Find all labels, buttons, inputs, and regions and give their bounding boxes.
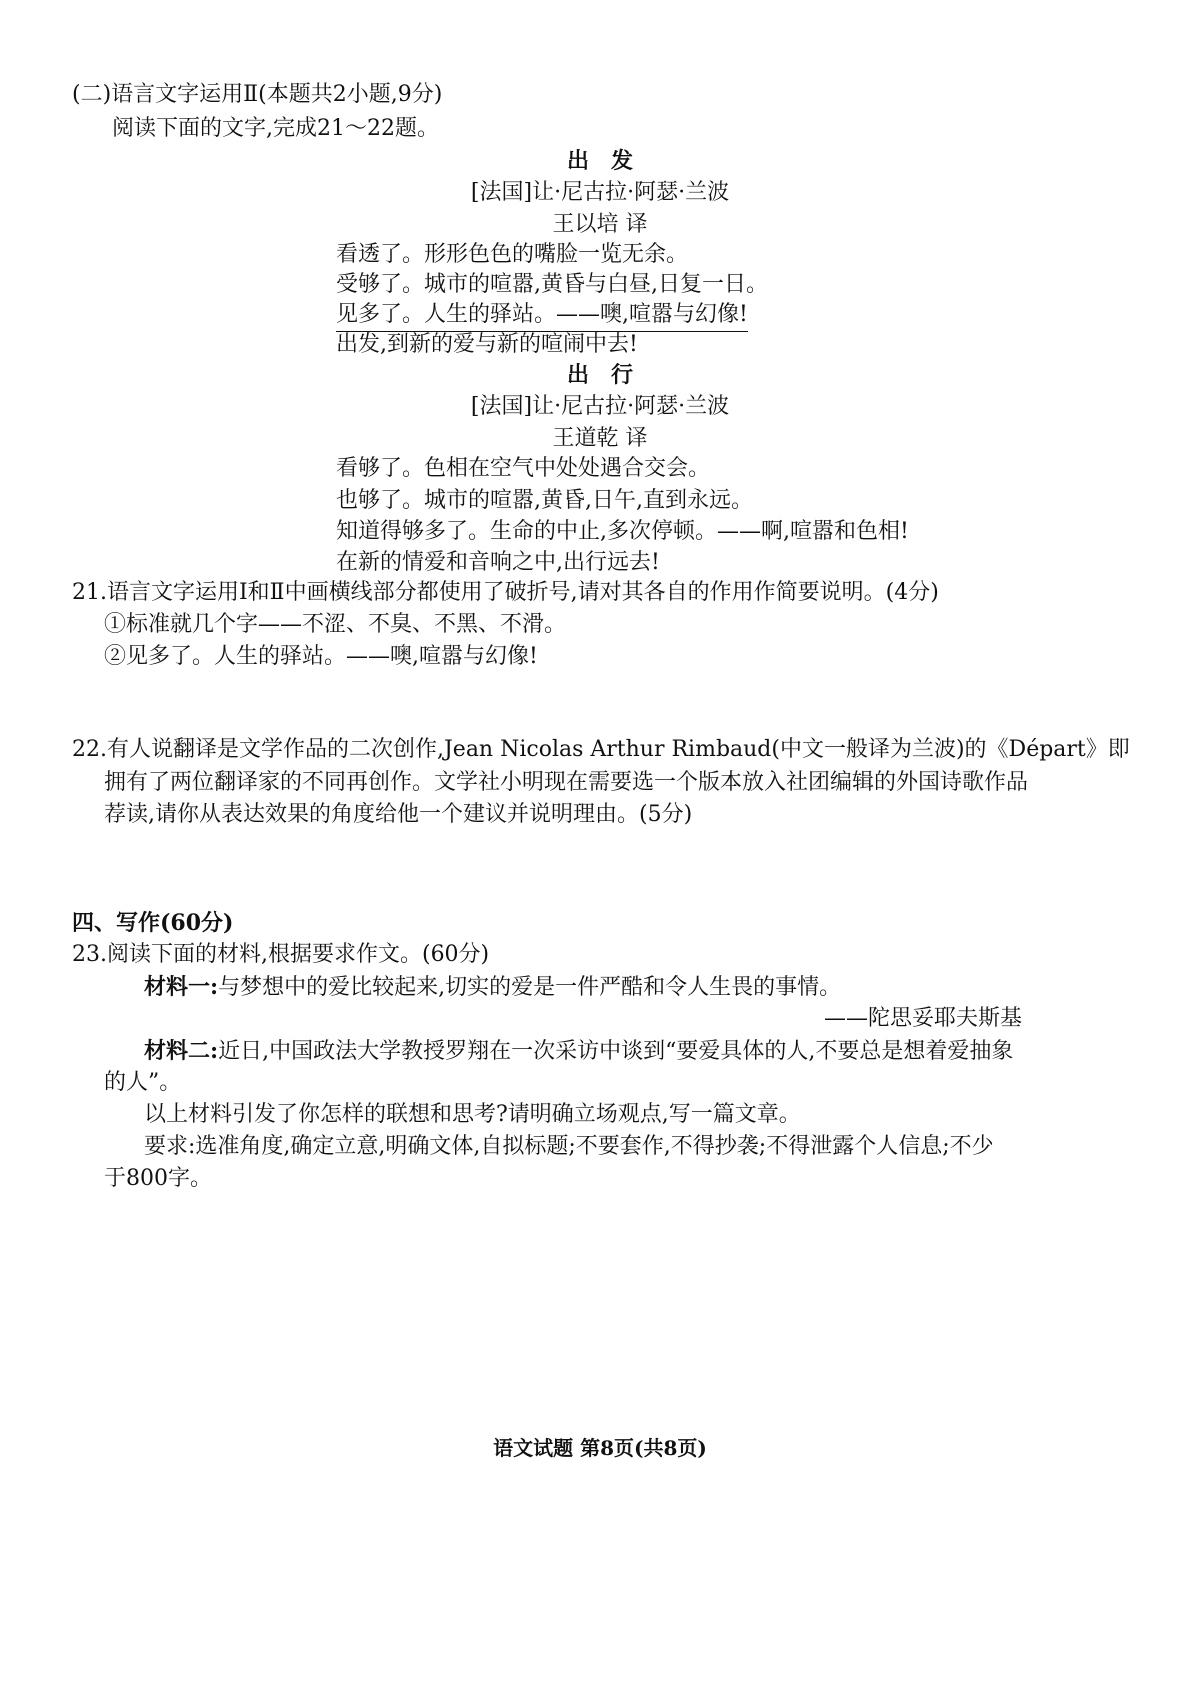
poem2-line-3: 知道得够多了。生命的中止,多次停顿。——啊,喧嚣和色相!	[336, 519, 909, 544]
section4-heading: 四、写作(60分)	[72, 910, 234, 936]
q21-stem: 21.语言文字运用Ⅰ和Ⅱ中画横线部分都使用了破折号,请对其各自的作用作简要说明。(4分)	[72, 580, 939, 605]
poem2-line-1: 看够了。色相在空气中处处遇合交会。	[336, 456, 711, 481]
material-1-label: 材料一:	[144, 974, 219, 1000]
material-2-continued: 的人”。	[104, 1070, 182, 1095]
q23-requirements-1: 要求:选准角度,确定立意,明确文体,自拟标题;不要套作,不得抄袭;不得泄露个人信息;不少	[144, 1134, 994, 1159]
poem1-title: 出 发	[566, 148, 633, 174]
poem1-line-4: 出发,到新的爱与新的喧闹中去!	[336, 332, 638, 357]
poem2-line-4: 在新的情爱和音响之中,出行远去!	[336, 550, 660, 575]
poem2-title: 出 行	[566, 362, 633, 388]
poem2-line-2: 也够了。城市的喧嚣,黄昏,日午,直到永远。	[336, 488, 753, 513]
q22-line-2: 拥有了两位翻译家的不同再创作。文学社小明现在需要选一个版本放入社团编辑的外国诗歌作品	[104, 770, 1029, 795]
q23-prompt: 以上材料引发了你怎样的联想和思考?请明确立场观点,写一篇文章。	[144, 1102, 801, 1127]
section2-intro: 阅读下面的文字,完成21～22题。	[112, 116, 439, 141]
q23-material-1	[144, 972, 841, 1003]
poem2-author: [法国]让·尼古拉·阿瑟·兰波	[470, 394, 730, 419]
poem1-translator: 王以培 译	[552, 212, 648, 237]
q21-item-1: ①标准就几个字——不涩、不臭、不黑、不滑。	[104, 612, 567, 637]
material-2-text: 近日,中国政法大学教授罗翔在一次采访中谈到“要爱具体的人,不要总是想着爱抽象	[218, 1039, 1014, 1064]
poem1-line-2: 受够了。城市的喧嚣,黄昏与白昼,日复一日。	[336, 272, 768, 297]
material-1-text: 与梦想中的爱比较起来,切实的爱是一件严酷和令人生畏的事情。	[218, 975, 842, 1000]
q22-line-1: 22.有人说翻译是文学作品的二次创作,Jean Nicolas Arthur Rimbaud(中文一般译为兰波)的《Départ》即	[72, 737, 1130, 762]
q23-material-2	[144, 1036, 1013, 1067]
q23-requirements-2: 于800字。	[104, 1166, 212, 1191]
q21-item-2: ②见多了。人生的驿站。——噢,喧嚣与幻像!	[104, 644, 538, 669]
q23-stem: 23.阅读下面的材料,根据要求作文。(60分)	[72, 942, 490, 967]
q22-line-3: 荐读,请你从表达效果的角度给他一个建议并说明理由。(5分)	[104, 802, 693, 827]
poem1-line-1: 看透了。形形色色的嘴脸一览无余。	[336, 242, 689, 267]
poem1-line-3-underlined: 见多了。人生的驿站。——噢,喧嚣与幻像!	[336, 300, 748, 332]
section2-heading: (二)语言文字运用Ⅱ(本题共2小题,9分)	[72, 82, 443, 107]
material-2-label: 材料二:	[144, 1038, 219, 1064]
poem1-author: [法国]让·尼古拉·阿瑟·兰波	[470, 180, 730, 205]
material-1-source: ——陀思妥耶夫斯基	[823, 1006, 1022, 1031]
poem2-translator: 王道乾 译	[552, 426, 648, 451]
page-footer: 语文试题 第8页(共8页)	[493, 1436, 707, 1460]
